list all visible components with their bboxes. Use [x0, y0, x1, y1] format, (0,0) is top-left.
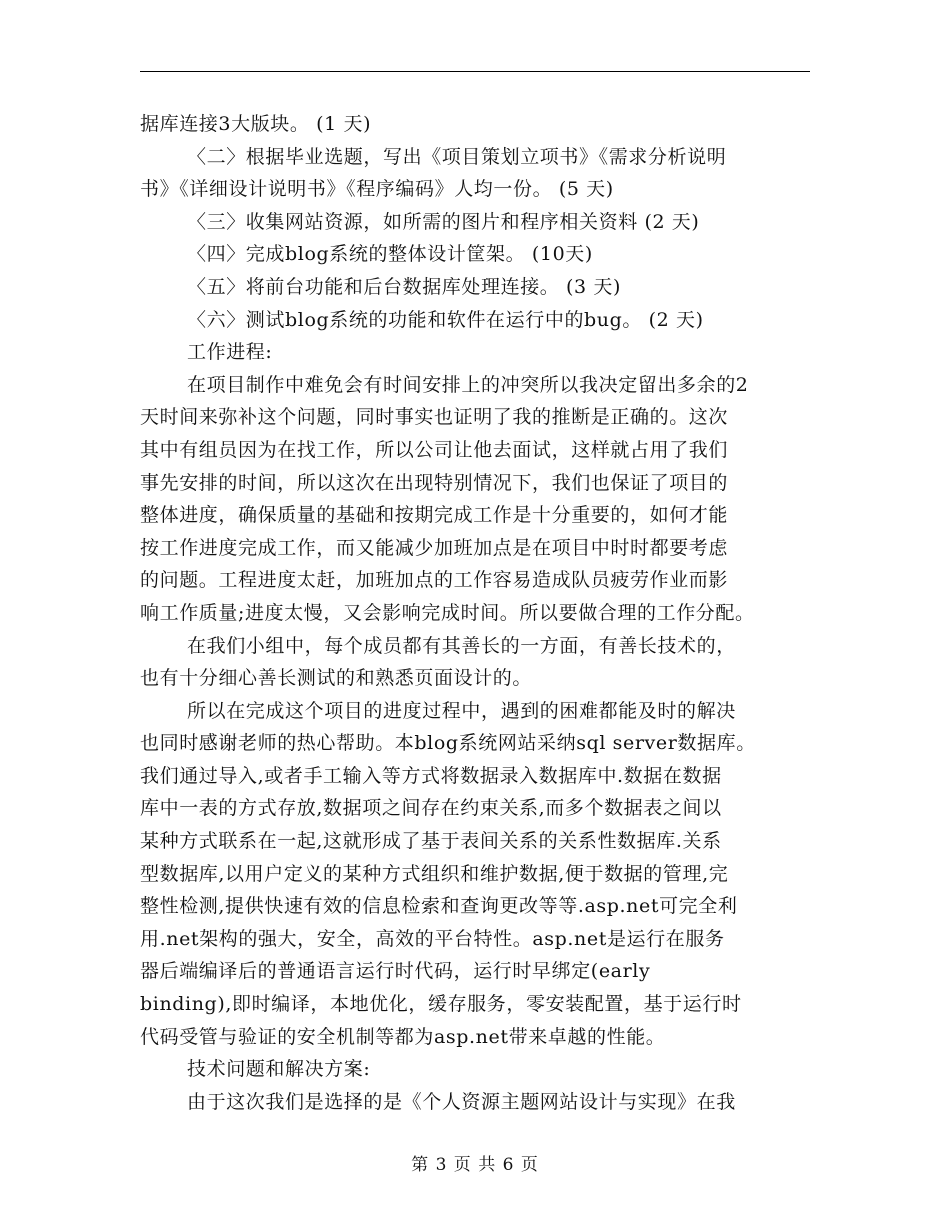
- text-line: 在项目制作中难免会有时间安排上的冲突所以我决定留出多余的2: [187, 373, 749, 396]
- text-line: 〈四〉完成blog系统的整体设计筐架。 (10天): [187, 243, 593, 266]
- text-line: 整性检测,提供快速有效的信息检索和查询更改等等.asp.net可完全利: [140, 895, 738, 918]
- text-line: 所以在完成这个项目的进度过程中，遇到的困难都能及时的解决: [187, 699, 736, 722]
- text-line: 〈二〉根据毕业选题，写出《项目策划立项书》《需求分析说明: [187, 145, 727, 168]
- text-line: 某种方式联系在一起,这就形成了基于表间关系的关系性数据库.关系: [140, 830, 722, 853]
- header-rule: [140, 71, 810, 72]
- text-line: 由于这次我们是选择的是《个人资源主题网站设计与实现》在我: [187, 1090, 736, 1113]
- text-line: 〈三〉收集网站资源，如所需的图片和程序相关资料 (2 天): [187, 210, 700, 233]
- text-line: 也同时感谢老师的热心帮助。本blog系统网站采纳sql server数据库。: [140, 732, 756, 755]
- text-line: 其中有组员因为在找工作，所以公司让他去面试，这样就占用了我们: [140, 438, 729, 461]
- text-line: 据库连接3大版块。 (1 天): [140, 113, 372, 135]
- text-line: 书》《详细设计说明书》《程序编码》人均一份。 (5 天): [140, 178, 614, 201]
- page-footer: 第 3 页 共 6 页: [411, 1155, 539, 1175]
- text-line: 库中一表的方式存放,数据项之间存在约束关系,而多个数据表之间以: [140, 797, 722, 820]
- text-line: 事先安排的时间，所以这次在出现特别情况下，我们也保证了项目的: [140, 471, 729, 494]
- text-line: 也有十分细心善长测试的和熟悉页面设计的。: [140, 667, 533, 690]
- text-line: 〈六〉测试blog系统的功能和软件在运行中的bug。 (2 天): [187, 308, 704, 331]
- text-line: 在我们小组中，每个成员都有其善长的一方面，有善长技术的，: [187, 634, 736, 657]
- body-text: [140, 108, 820, 1118]
- text-line: 器后端编译后的普通语言运行时代码，运行时早绑定(early: [140, 960, 651, 983]
- text-line: 的问题。工程进度太赶，加班加点的工作容易造成队员疲劳作业而影: [140, 569, 729, 592]
- text-line: 响工作质量;进度太慢，又会影响完成时间。所以要做合理的工作分配。: [140, 601, 755, 624]
- text-line: 型数据库,以用户定义的某种方式组织和维护数据,便于数据的管理,完: [140, 862, 729, 885]
- text-line: 用.net架构的强大，安全，高效的平台特性。asp.net是运行在服务: [140, 927, 725, 950]
- text-line: 按工作进度完成工作，而又能减少加班加点是在项目中时时都要考虑: [140, 536, 729, 559]
- text-line: 工作进程:: [187, 341, 273, 364]
- text-line: 代码受管与验证的安全机制等都为asp.net带来卓越的性能。: [140, 1025, 666, 1048]
- text-line: 我们通过导入,或者手工输入等方式将数据录入数据库中.数据在数据: [140, 764, 722, 787]
- text-line: 技术问题和解决方案:: [187, 1058, 371, 1081]
- text-line: binding),即时编译，本地优化，缓存服务，零安装配置，基于运行时: [140, 993, 742, 1016]
- text-line: 天时间来弥补这个问题，同时事实也证明了我的推断是正确的。这次: [140, 406, 729, 429]
- text-line: 〈五〉将前台功能和后台数据库处理连接。 (3 天): [187, 275, 621, 298]
- text-line: 整体进度，确保质量的基础和按期完成工作是十分重要的，如何才能: [140, 504, 729, 527]
